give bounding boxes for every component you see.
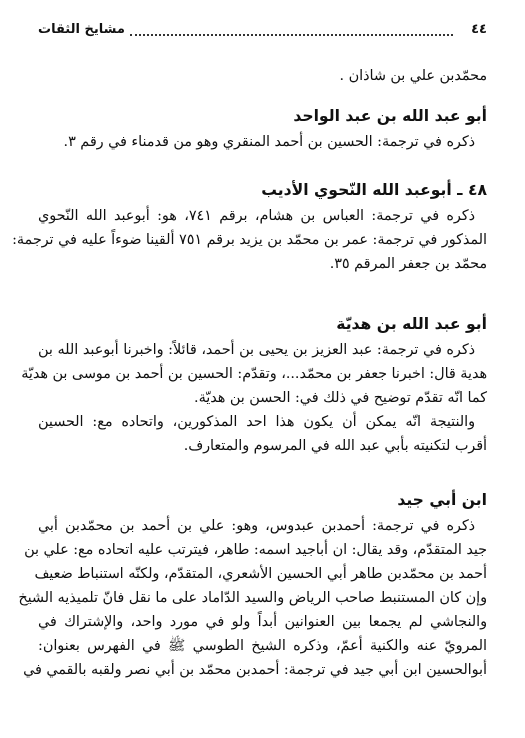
body-line: ذكره في ترجمة: أحمدبن عبدوس، وهو: علي بن أحمد بن محمّدبن أبي bbox=[38, 518, 475, 534]
entry-heading: ابن أبي جيد bbox=[397, 491, 487, 509]
page-header bbox=[38, 22, 487, 44]
body-line: أبوالحسين ابن أبي جيد في ترجمة: أحمدبن محمّد بن أبي نصر ولقبه بالقمي في bbox=[23, 662, 487, 678]
body-line: هدية قال: اخبرنا جعفر بن محمّد...، وتقدّم: الحسين بن أحمد بن موسى بن هديّة bbox=[21, 366, 487, 382]
body-line: المذكور في ترجمة: عمر بن محمّد بن يزيد برقم ٧٥١ ألقينا ضوءاً عليه في ترجمة: bbox=[12, 232, 487, 248]
body-line: محمّدبن علي بن شاذان . bbox=[339, 68, 487, 84]
body-line: محمّد بن جعفر المرقم ٣٥. bbox=[329, 256, 487, 272]
body-line: ذكره في ترجمة: الحسين بن أحمد المنقري وهو من قدمناء في رقم ٣. bbox=[63, 134, 475, 150]
body-line: والنتيجة انّه يمكن أن يكون هذا احد المذكورين، واتحاده مع: الحسين bbox=[38, 414, 475, 430]
header-dotted-rule bbox=[130, 34, 453, 36]
entry-heading: ٤٨ ـ أبوعبد الله النّحوي الأديب bbox=[261, 181, 487, 199]
page-number: ٤٤ bbox=[471, 22, 487, 37]
body-line: كما انّه تقدّم توضيح في ذلك في: الحسن بن هديّة. bbox=[194, 390, 487, 406]
entry-heading: أبو عبد الله بن عبد الواحد bbox=[293, 107, 487, 125]
body-line: وإن كان المستنبط صاحب الرياض والسيد الدّاماد على ما نقل فانّ تلميذيه الشيخ bbox=[18, 590, 487, 606]
body-line: ذكره في ترجمة: عبد العزيز بن يحيى بن أحمد، قائلاً: واخبرنا أبوعبد الله بن bbox=[38, 342, 475, 358]
body-line: جيد المتقدّم، وقد يقال: ان أباجيد اسمه: طاهر، فيترتب عليه اتحاده مع: علي بن bbox=[24, 542, 487, 558]
body-line: ذكره في ترجمة: العباس بن هشام، برقم ٧٤١، هو: أبوعبد الله النّحوي bbox=[38, 208, 475, 224]
intro-block bbox=[38, 64, 487, 88]
entry-section bbox=[12, 176, 487, 276]
body-line: أقرب لتكنيته بأبي عبد الله في المرسوم والمتعارف. bbox=[183, 438, 487, 454]
running-title: مشايخ الثقات bbox=[38, 22, 125, 37]
entry-section bbox=[38, 102, 487, 154]
entry-heading: أبو عبد الله بن هديّة bbox=[336, 315, 487, 333]
entry-section bbox=[18, 486, 487, 682]
entry-section bbox=[21, 310, 487, 458]
body-line: أحمد بن محمّدبن طاهر أبي الحسين الأشعري، المتقدّم، ولكنّه استنباط ضعيف bbox=[34, 566, 487, 582]
body-line: والنجاشي لم يجمعا بين العنوانين أبداً ولو في مورد واحد، والإشتراك في bbox=[38, 614, 487, 630]
body-line: المرويّ عنه والكنية أعمّ، وذكره الشيخ الطوسي ﷺ في الفهرس بعنوان: bbox=[38, 638, 487, 654]
